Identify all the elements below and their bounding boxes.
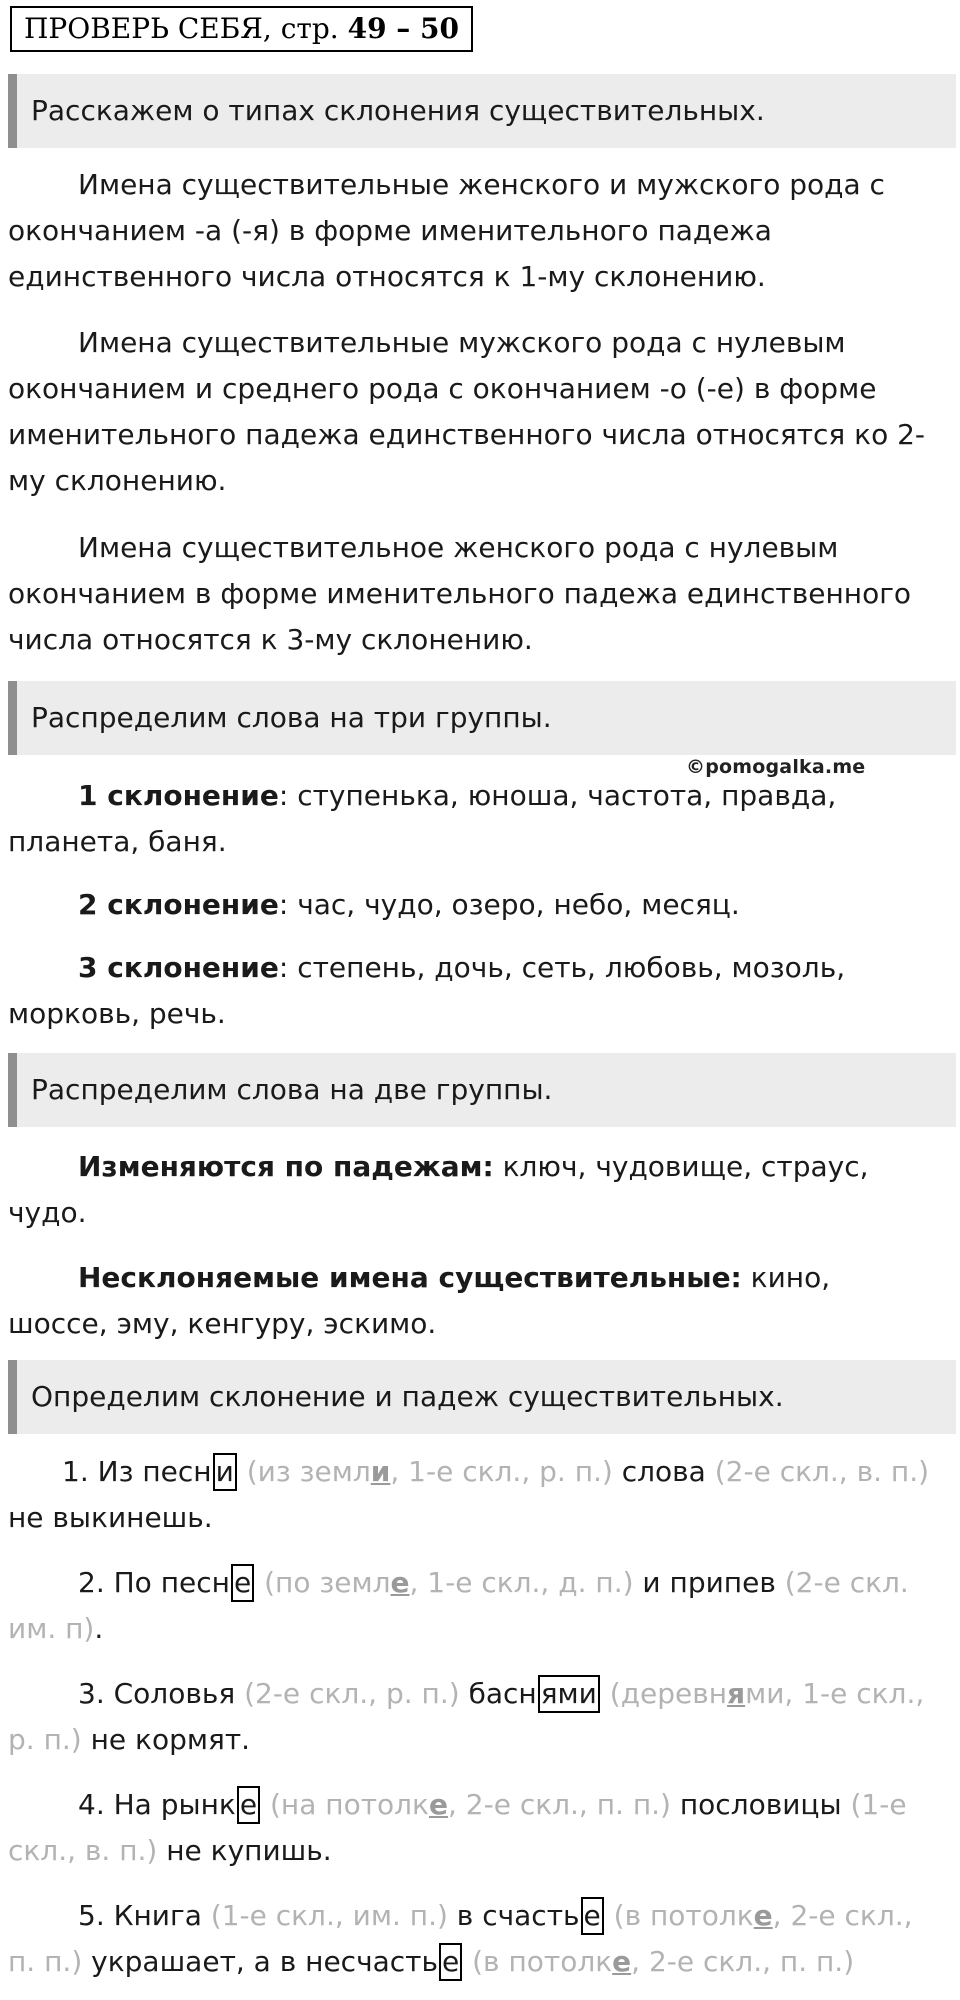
group-label: 3 склонение	[78, 951, 279, 984]
sentence-1	[8, 1449, 938, 1541]
group-label: 2 склонение	[78, 888, 279, 921]
page-header	[10, 6, 473, 52]
ending-highlight: е	[390, 1566, 410, 1599]
header-pages: 49 – 50	[347, 12, 460, 45]
ending-highlight: е	[428, 1788, 448, 1821]
annotation: (из земли, 1-е скл., р. п.)	[237, 1455, 613, 1488]
annotation: (на потолке, 2-е скл., п. п.)	[261, 1788, 671, 1821]
paragraph-text: Имена существительное женского рода с нулевым окончанием в форме именительного падежа единственного числа относятся к 3-му склонению.	[8, 531, 912, 656]
sentence-text: На рынк	[113, 1788, 236, 1821]
section-heading-three-groups: Распределим слова на три группы.	[8, 681, 956, 755]
ending-highlight: е	[753, 1899, 773, 1932]
paragraph-text: Имена существительные мужского рода с нулевым окончанием и среднего рода с окончанием -о (-е) в форме именительного падежа единственного числа относятся ко 2-му склонению.	[8, 326, 926, 497]
annotation: (в потолке, 2-е скл., п. п.)	[8, 1899, 913, 1978]
sentence-text: в счасть	[447, 1899, 580, 1932]
header-title: ПРОВЕРЬ СЕБЯ, стр.	[24, 12, 339, 45]
sentence-text: украшает, а в несчасть	[82, 1945, 438, 1978]
sentence-text: пословицы	[670, 1788, 851, 1821]
ending-box: е	[237, 1786, 260, 1824]
annotation: (в потолке, 2-е скл., п. п.)	[463, 1945, 855, 1978]
sentence-text: Из песн	[97, 1455, 212, 1488]
group-words: : час, чудо, озеро, небо, месяц.	[278, 888, 740, 921]
ending-box: е	[581, 1897, 604, 1935]
ending-highlight: я	[727, 1677, 746, 1710]
sentence-3	[8, 1671, 938, 1763]
group-first-declension	[8, 773, 938, 865]
group-label: 1 склонение	[78, 779, 279, 812]
group-words: ключ, чудовище, страус, чудо.	[8, 1150, 869, 1229]
sentence-number: 1.	[62, 1455, 89, 1488]
annotation: (деревнями, 1-е скл., р. п.)	[8, 1677, 925, 1756]
paragraph-first-declension	[8, 162, 938, 300]
group-declinable	[8, 1144, 938, 1236]
ending-box: и	[213, 1453, 237, 1491]
sentence-text: слова	[612, 1455, 715, 1488]
annotation: (2-е скл. им. п)	[8, 1566, 909, 1645]
group-label: Несклоняемые имена существительные:	[78, 1261, 742, 1294]
group-words: : степень, дочь, сеть, любовь, мозоль, морковь, речь.	[8, 951, 846, 1030]
annotation: (1-е скл., в. п.)	[8, 1788, 907, 1867]
paragraph-third-declension	[8, 525, 938, 663]
sentence-text: Книга	[113, 1899, 211, 1932]
ending-highlight: е	[612, 1945, 632, 1978]
ending-highlight: и	[370, 1455, 391, 1488]
paragraph-second-declension	[8, 320, 938, 504]
section-heading-declension-types: Расскажем о типах склонения существительных.	[8, 74, 956, 148]
sentence-number: 2.	[78, 1566, 105, 1599]
section-heading-case-analysis: Определим склонение и падеж существительных.	[8, 1360, 956, 1434]
section-heading-two-groups: Распределим слова на две группы.	[8, 1053, 956, 1127]
group-third-declension	[8, 945, 938, 1037]
sentence-text: не кормят.	[81, 1723, 251, 1756]
annotation: (1-е скл., им. п.)	[210, 1899, 448, 1932]
group-second-declension	[8, 882, 938, 928]
sentence-text: басн	[459, 1677, 537, 1710]
paragraph-text: Имена существительные женского и мужского рода с окончанием -а (-я) в форме именительного падежа единственного числа относятся к 1-му склонению.	[8, 168, 885, 293]
sentence-number: 3.	[78, 1677, 105, 1710]
annotation: (2-е скл., в. п.)	[714, 1455, 930, 1488]
sentence-number: 5.	[78, 1899, 105, 1932]
sentence-number: 4.	[78, 1788, 105, 1821]
group-label: Изменяются по падежам:	[78, 1150, 494, 1183]
sentence-text: не выкинешь.	[8, 1501, 213, 1534]
sentence-text: не купишь.	[157, 1834, 332, 1867]
sentence-4	[8, 1782, 938, 1874]
sentence-5	[8, 1893, 938, 1985]
group-indeclinable	[8, 1255, 938, 1347]
annotation: (по земле, 1-е скл., д. п.)	[255, 1566, 634, 1599]
sentence-text: и припев	[633, 1566, 785, 1599]
ending-box: е	[231, 1564, 254, 1602]
sentence-text: Соловья	[113, 1677, 245, 1710]
sentence-text: .	[94, 1612, 104, 1645]
ending-box: ями	[538, 1675, 600, 1713]
sentence-2	[8, 1560, 938, 1652]
annotation: (2-е скл., р. п.)	[244, 1677, 460, 1710]
sentence-text: По песн	[113, 1566, 230, 1599]
group-words: : ступенька, юноша, частота, правда, планета, баня.	[8, 779, 837, 858]
watermark: ©pomogalka.me	[686, 756, 866, 778]
ending-box: е	[439, 1943, 462, 1981]
group-words: кино, шоссе, эму, кенгуру, эскимо.	[8, 1261, 831, 1340]
